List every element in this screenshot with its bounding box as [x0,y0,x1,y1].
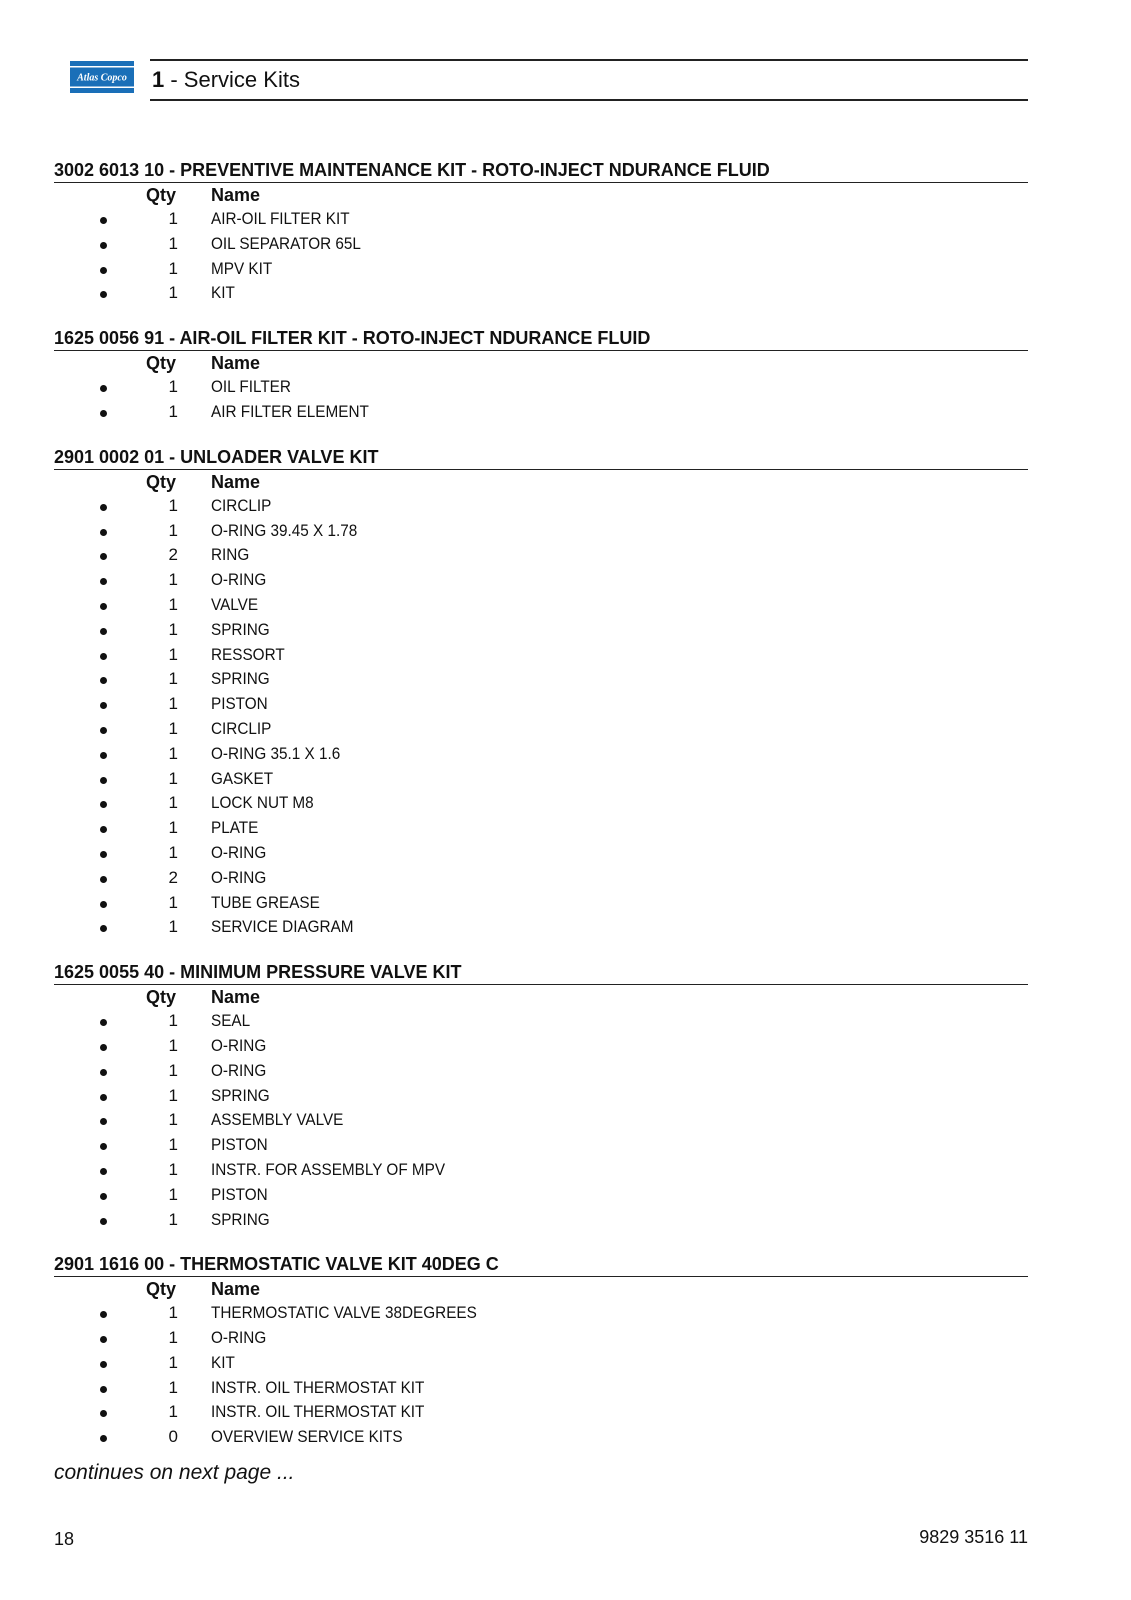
kit-section [54,447,1028,940]
item-name: KIT [211,1352,235,1372]
item-qty: 1 [168,495,178,515]
list-item [54,1158,1028,1183]
bullet-icon [100,851,107,858]
item-name: PISTON [211,694,268,714]
bullet-icon [100,504,107,511]
bullet-icon [100,1069,107,1076]
item-qty: 1 [168,1060,178,1080]
column-headers [54,1277,1028,1301]
bullet-icon [100,1019,107,1026]
item-name: PISTON [211,1184,268,1204]
item-qty: 1 [168,892,178,912]
bullet-icon [100,1336,107,1343]
bullet-icon [100,777,107,784]
item-qty: 1 [168,1328,178,1348]
item-qty: 1 [168,718,178,738]
item-name: INSTR. FOR ASSEMBLY OF MPV [211,1159,446,1179]
item-name: SPRING [211,1209,270,1229]
item-qty: 1 [168,743,178,763]
item-qty: 1 [168,818,178,838]
chapter-title [152,68,300,92]
page-header [70,58,1028,102]
item-name: O-RING 35.1 X 1.6 [211,743,341,763]
bullet-icon [100,826,107,833]
item-name: PLATE [211,818,259,838]
item-name: PISTON [211,1135,268,1155]
list-item [54,841,1028,866]
item-qty: 0 [168,1427,178,1447]
bullet-icon [100,628,107,635]
bullet-icon [100,653,107,660]
item-name: SPRING [211,1085,270,1105]
header-rule-bottom [150,99,1028,101]
item-name: SEAL [211,1011,251,1031]
list-item [54,791,1028,816]
qty-header: Qty [146,987,177,1008]
item-name: VALVE [211,594,259,614]
item-name: O-RING 39.45 X 1.78 [211,520,358,540]
item-name: O-RING [211,1328,267,1348]
bullet-icon [100,267,107,274]
list-item [54,891,1028,916]
item-name: AIR FILTER ELEMENT [211,401,369,421]
list-item [54,593,1028,618]
item-qty: 2 [168,545,178,565]
name-header: Name [211,987,261,1008]
bullet-icon [100,1118,107,1125]
item-qty: 1 [168,233,178,253]
list-item [54,1376,1028,1401]
bullet-icon [100,410,107,417]
item-name: O-RING [211,867,267,887]
list-item [54,568,1028,593]
item-name: O-RING [211,842,267,862]
item-name: TUBE GREASE [211,892,320,912]
bullet-icon [100,1361,107,1368]
bullet-icon [100,291,107,298]
item-name: OVERVIEW SERVICE KITS [211,1427,403,1447]
item-qty: 1 [168,793,178,813]
item-qty: 1 [168,570,178,590]
list-item [54,494,1028,519]
bullet-icon [100,727,107,734]
list-item [54,618,1028,643]
item-qty: 1 [168,520,178,540]
bullet-icon [100,702,107,709]
item-qty: 1 [168,1011,178,1031]
item-name: O-RING [211,1035,267,1055]
item-qty: 1 [168,1135,178,1155]
bullet-icon [100,603,107,610]
list-item [54,207,1028,232]
bullet-icon [100,801,107,808]
item-name: KIT [211,283,235,303]
item-name: THERMOSTATIC VALVE 38DEGREES [211,1303,477,1323]
list-item [54,692,1028,717]
bullet-icon [100,752,107,759]
list-item [54,543,1028,568]
list-item [54,1183,1028,1208]
item-qty: 1 [168,1110,178,1130]
item-qty: 1 [168,1303,178,1323]
list-item [54,281,1028,306]
bullet-icon [100,1094,107,1101]
list-item [54,866,1028,891]
bullet-icon [100,1218,107,1225]
name-header: Name [211,353,261,374]
list-item [54,519,1028,544]
item-name: CIRCLIP [211,495,272,515]
item-qty: 1 [168,1209,178,1229]
svg-text:Atlas Copco: Atlas Copco [77,72,127,84]
kit-section [54,1254,1028,1450]
item-name: INSTR. OIL THERMOSTAT KIT [211,1402,425,1422]
item-qty: 1 [168,594,178,614]
continues-note: continues on next page ... [54,1461,295,1484]
item-qty: 1 [168,1377,178,1397]
item-qty: 1 [168,669,178,689]
name-header: Name [211,1279,261,1300]
list-item [54,232,1028,257]
column-headers [54,470,1028,494]
list-item [54,667,1028,692]
page-number: 18 [54,1529,75,1549]
item-qty: 1 [168,644,178,664]
bullet-icon [100,578,107,585]
list-item [54,1326,1028,1351]
item-qty: 1 [168,377,178,397]
qty-header: Qty [146,1279,177,1300]
bullet-icon [100,385,107,392]
bullet-icon [100,1044,107,1051]
list-item [54,1425,1028,1450]
bullet-icon [100,1311,107,1318]
item-name: AIR-OIL FILTER KIT [211,209,350,228]
item-name: SPRING [211,669,270,689]
item-qty: 2 [168,867,178,887]
item-qty: 1 [168,209,178,228]
column-headers [54,351,1028,375]
header-rule-top [150,59,1028,61]
qty-header: Qty [146,471,177,492]
name-header: Name [211,471,261,492]
item-qty: 1 [168,1035,178,1055]
bullet-icon [100,242,107,249]
item-name: SPRING [211,619,270,639]
list-item [54,1034,1028,1059]
qty-header: Qty [146,353,177,374]
atlas-copco-logo [70,61,134,93]
bullet-icon [100,553,107,560]
kit-section [54,328,1028,425]
kit-section [54,160,1028,306]
list-item [54,1301,1028,1326]
item-name: OIL FILTER [211,377,291,397]
item-qty: 1 [168,1402,178,1422]
bullet-icon [100,1410,107,1417]
item-qty: 1 [168,619,178,639]
list-item [54,1059,1028,1084]
bullet-icon [100,529,107,536]
item-qty: 1 [168,1352,178,1372]
item-name: INSTR. OIL THERMOSTAT KIT [211,1377,425,1397]
item-name: OIL SEPARATOR 65L [211,233,361,253]
bullet-icon [100,925,107,932]
list-item [54,767,1028,792]
bullet-icon [100,1386,107,1393]
item-qty: 1 [168,694,178,714]
column-headers [54,985,1028,1009]
item-name: MPV KIT [211,258,273,278]
list-item [54,1351,1028,1376]
item-name: GASKET [211,768,274,788]
item-name: LOCK NUT M8 [211,793,314,813]
bullet-icon [100,1435,107,1442]
item-name: SERVICE DIAGRAM [211,917,354,937]
list-item [54,816,1028,841]
list-item [54,1108,1028,1133]
kit-title: 3002 6013 10 - PREVENTIVE MAINTENANCE KIT - ROTO-INJECT NDURANCE FLUID [54,160,1028,183]
item-name: O-RING [211,570,267,590]
item-qty: 1 [168,283,178,303]
name-header: Name [211,185,261,205]
list-item [54,1208,1028,1233]
document-number: 9829 3516 11 [919,1527,1028,1547]
bullet-icon [100,217,107,224]
chapter-number: 1 [152,67,165,92]
item-qty: 1 [168,1085,178,1105]
kit-title: 1625 0055 40 - MINIMUM PRESSURE VALVE KIT [54,962,1028,985]
list-item [54,1133,1028,1158]
item-name: RING [211,545,250,565]
list-item [54,717,1028,742]
list-item [54,742,1028,767]
list-item [54,915,1028,940]
item-qty: 1 [168,1184,178,1204]
list-item [54,1400,1028,1425]
kit-section [54,962,1028,1232]
bullet-icon [100,677,107,684]
list-item [54,257,1028,282]
bullet-icon [100,876,107,883]
item-qty: 1 [168,768,178,788]
column-headers [54,183,1028,207]
chapter-title-text: - Service Kits [164,67,300,92]
kit-title: 2901 0002 01 - UNLOADER VALVE KIT [54,447,1028,470]
item-qty: 1 [168,842,178,862]
bullet-icon [100,1193,107,1200]
bullet-icon [100,901,107,908]
item-name: ASSEMBLY VALVE [211,1110,344,1130]
item-qty: 1 [168,917,178,937]
list-item [54,1084,1028,1109]
kit-title: 1625 0056 91 - AIR-OIL FILTER KIT - ROTO-INJECT NDURANCE FLUID [54,328,1028,351]
item-qty: 1 [168,401,178,421]
list-item [54,375,1028,400]
list-item [54,1009,1028,1034]
bullet-icon [100,1143,107,1150]
item-name: O-RING [211,1060,267,1080]
item-qty: 1 [168,258,178,278]
list-item [54,400,1028,425]
bullet-icon [100,1168,107,1175]
qty-header: Qty [146,185,177,205]
item-name: RESSORT [211,644,285,664]
kit-title: 2901 1616 00 - THERMOSTATIC VALVE KIT 40DEG C [54,1254,1028,1277]
item-name: CIRCLIP [211,718,272,738]
service-kits-list [54,160,1028,1472]
list-item [54,643,1028,668]
item-qty: 1 [168,1159,178,1179]
